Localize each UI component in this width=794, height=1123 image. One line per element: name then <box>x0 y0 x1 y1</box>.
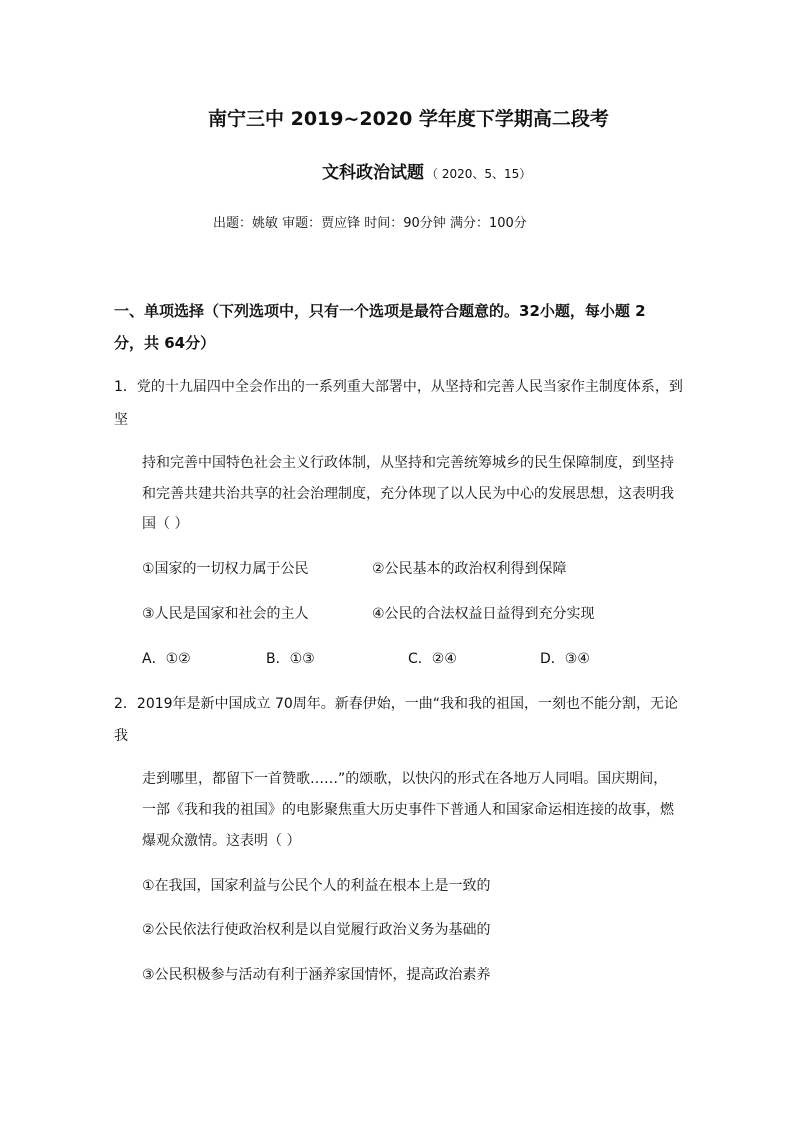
q1-item-2: ②公民基本的政治权利得到保障 <box>372 561 567 577</box>
q1-stem-line: 和完善共建共治共享的社会治理制度，充分体现了以人民为中心的发展思想，这表明我 <box>142 486 674 502</box>
section-heading-line-1: 一、单项选择（下列选项中，只有一个选项是最符合题意的。32小题，每小题 2 <box>114 302 646 320</box>
q2-item-1: ①在我国，国家利益与公民个人的利益在根本上是一致的 <box>142 878 491 894</box>
exam-date: （ 2020、5、15） <box>426 167 532 181</box>
q2-stem-line: 我 <box>114 728 128 744</box>
q1-stem-line: 持和完善中国特色社会主义行政体制，从坚持和完善统筹城乡的民生保障制度，到坚持 <box>142 455 674 471</box>
q2-stem-line: 爆观众激情。这表明（ ） <box>142 833 301 849</box>
q1-option-a: A．①② <box>142 651 191 667</box>
q1-item-4: ④公民的合法权益日益得到充分实现 <box>372 606 595 622</box>
q2-stem-line: 走到哪里，都留下一首赞歌……”的颂歌，以快闪的形式在各地万人同唱。国庆期间， <box>142 771 668 787</box>
q1-option-c: C．②④ <box>408 651 457 667</box>
exam-credits: 出题：姚敏 审题：贾应锋 时间：90分钟 满分：100分 <box>213 216 527 231</box>
q1-stem-line: 坚 <box>114 412 128 428</box>
q1-stem-line: 国（ ） <box>142 516 189 532</box>
q1-item-1: ①国家的一切权力属于公民 <box>142 561 309 577</box>
q1-option-b: B．①③ <box>266 651 315 667</box>
q2-item-2: ②公民依法行使政治权利是以自觉履行政治义务为基础的 <box>142 922 491 938</box>
section-heading-line-2: 分，共 64分） <box>114 334 216 352</box>
q1-item-3: ③人民是国家和社会的主人 <box>142 606 309 622</box>
q2-stem-line: 2．2019年是新中国成立 70周年。新春伊始，一曲“我和我的祖国，一刻也不能分割，无论 <box>114 696 679 712</box>
exam-subtitle: 文科政治试题 <box>322 163 424 183</box>
q1-stem-line: 1．党的十九届四中全会作出的一系列重大部署中，从坚持和完善人民当家作主制度体系，到 <box>114 379 683 395</box>
q2-stem-line: 一部《我和我的祖国》的电影聚焦重大历史事件下普通人和国家命运相连接的故事，燃 <box>142 802 674 818</box>
exam-title: 南宁三中 2019~2020 学年度下学期高二段考 <box>208 108 609 130</box>
subtitle-line <box>322 161 531 185</box>
q1-option-d: D．③④ <box>540 651 590 667</box>
q2-item-3: ③公民积极参与活动有利于涵养家国情怀，提高政治素养 <box>142 967 491 983</box>
